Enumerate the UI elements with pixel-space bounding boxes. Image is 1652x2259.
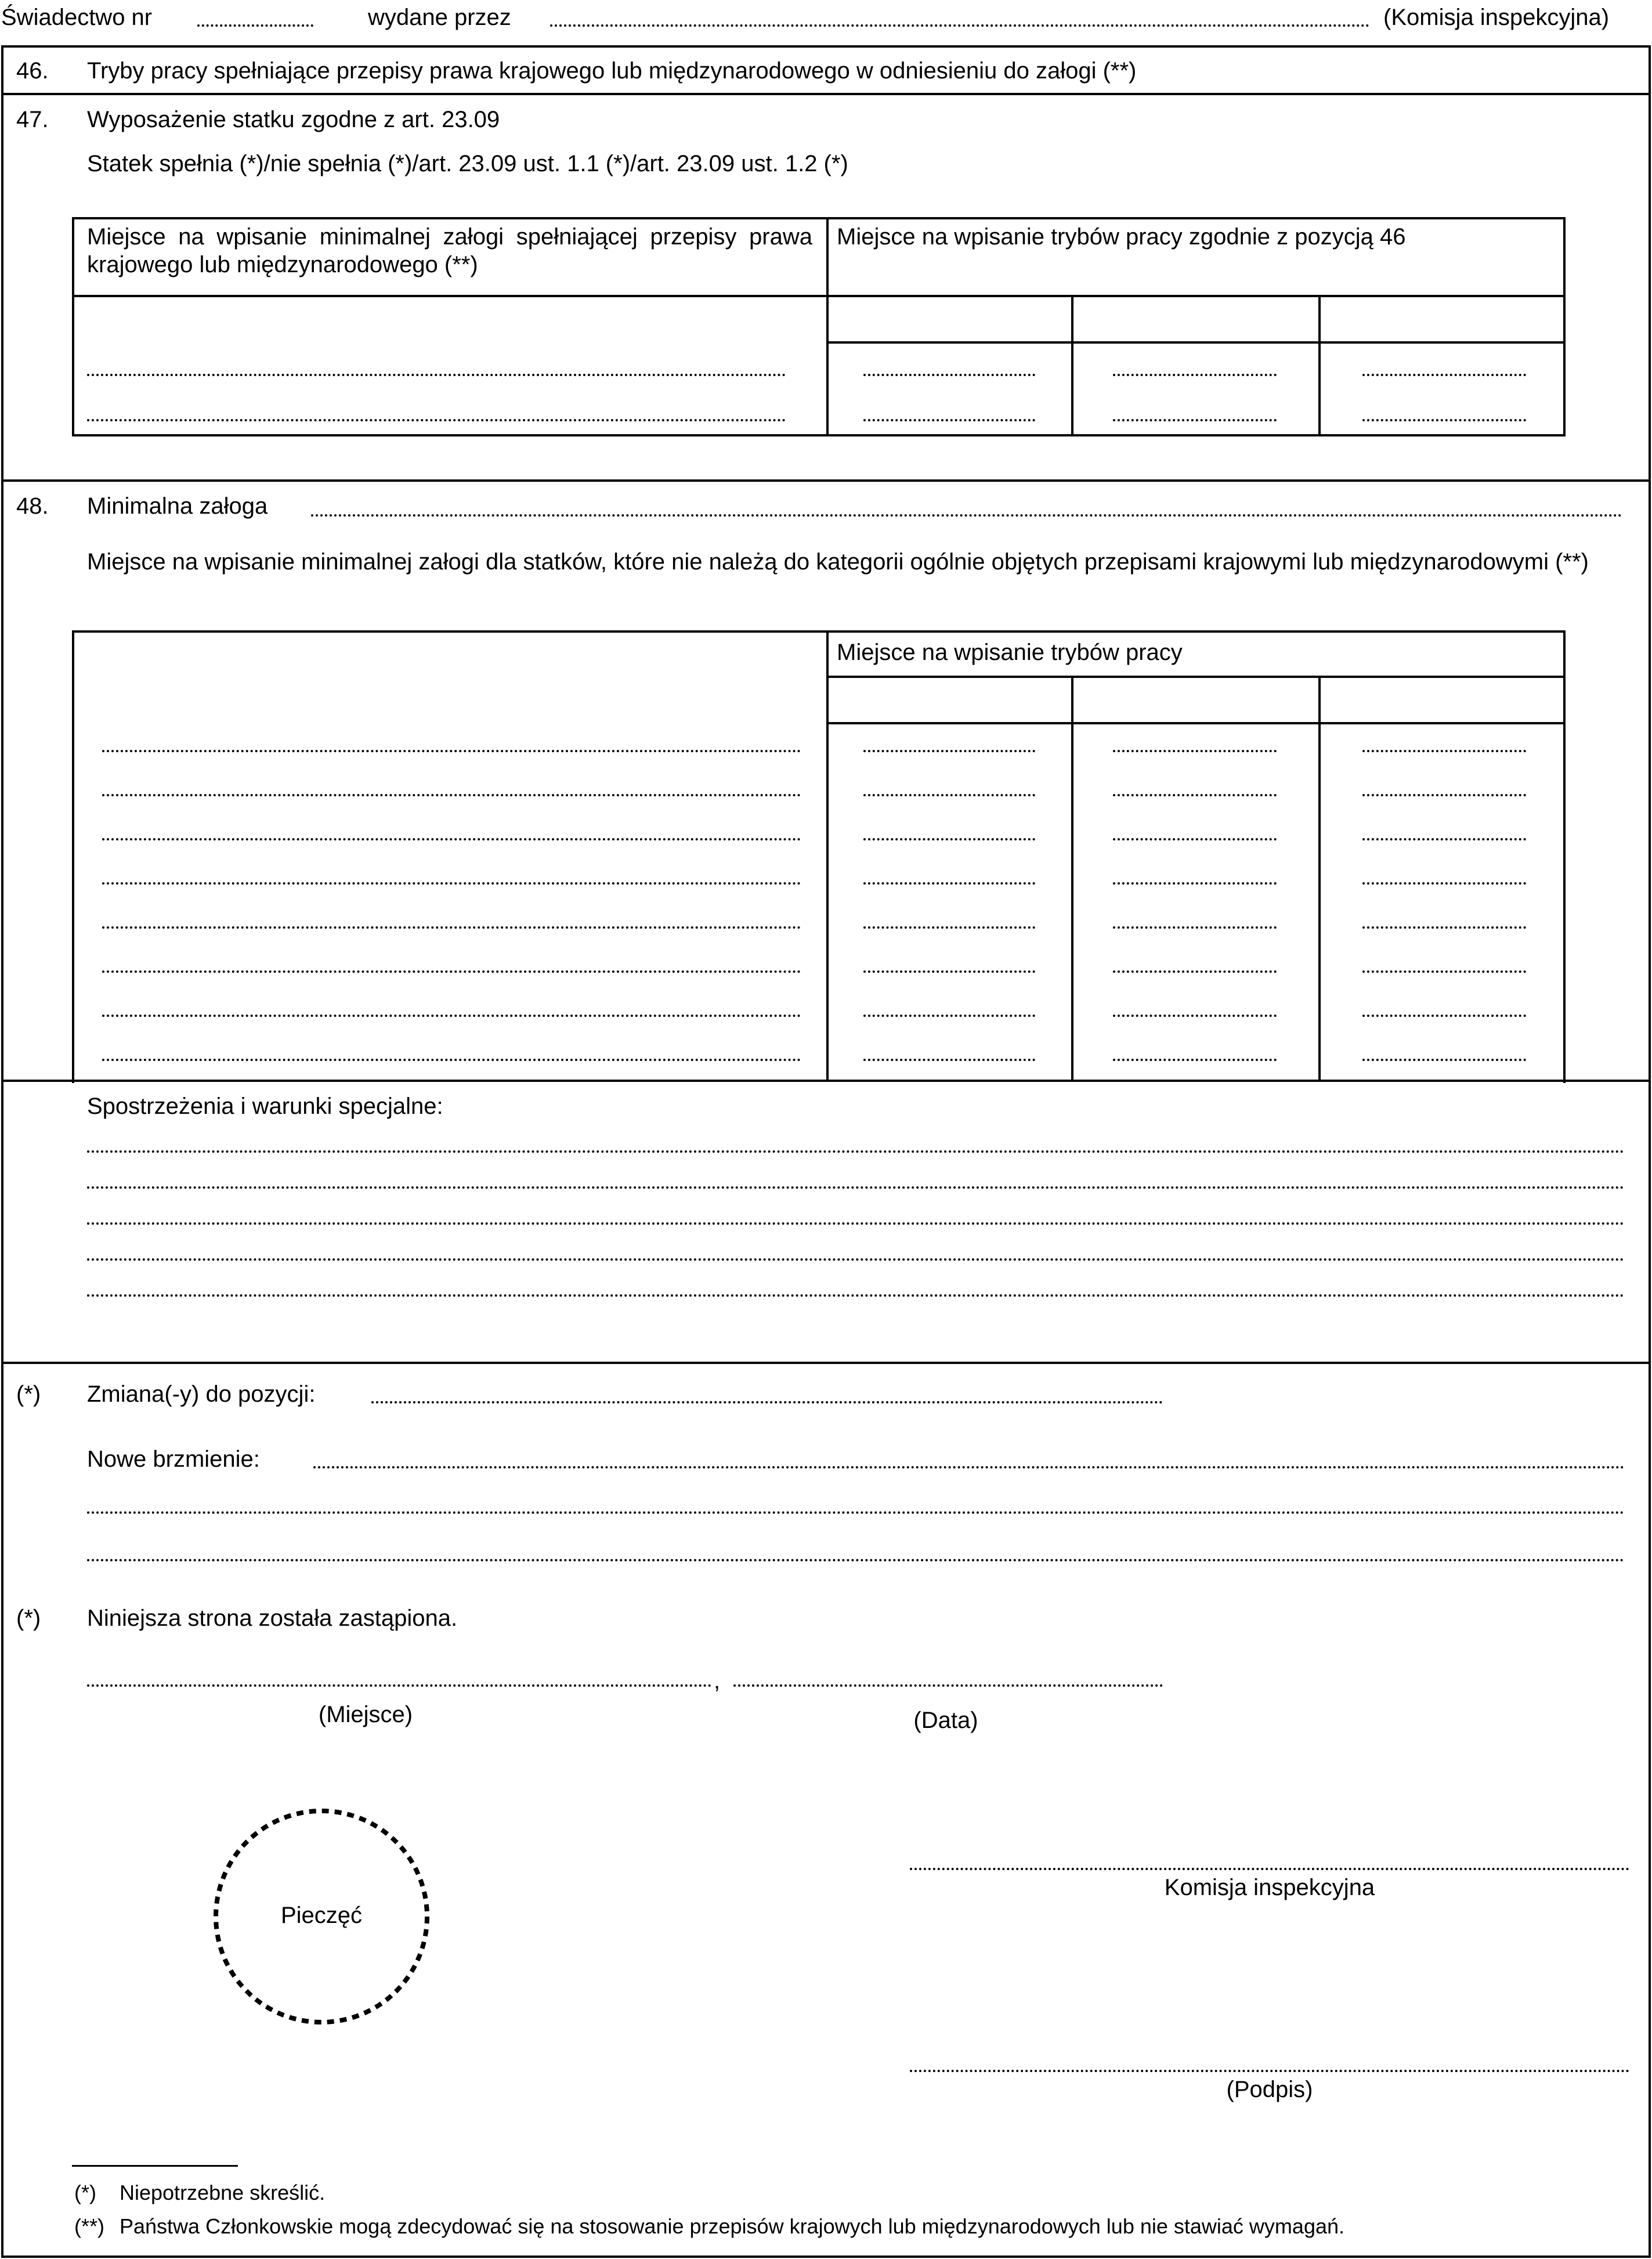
table-column-divider xyxy=(826,630,829,1081)
mode-entry-line[interactable] xyxy=(1362,882,1526,885)
section-48-number: 48. xyxy=(16,493,49,519)
section-46-number: 46. xyxy=(16,58,49,84)
mode-entry-line[interactable] xyxy=(1362,419,1526,421)
commission-label: (Komisja inspekcyjna) xyxy=(1383,5,1610,30)
section-47-number: 47. xyxy=(16,107,49,132)
divider xyxy=(1,479,1651,482)
crew-entry-line[interactable] xyxy=(102,838,801,840)
place-field[interactable] xyxy=(87,1684,711,1687)
mode-entry-line[interactable] xyxy=(863,374,1035,376)
new-wording-field[interactable] xyxy=(313,1466,1625,1468)
divider xyxy=(1,1362,1651,1364)
remarks-line[interactable] xyxy=(87,1222,1625,1225)
mode-entry-line[interactable] xyxy=(863,970,1035,973)
mode-entry-line[interactable] xyxy=(1362,838,1526,840)
date-label: (Data) xyxy=(913,1708,978,1733)
mode-entry-line[interactable] xyxy=(1113,1015,1277,1017)
mode-entry-line[interactable] xyxy=(1113,882,1277,885)
replaced-text: Niniejsza strona została zastąpiona. xyxy=(87,1605,458,1631)
mode-entry-line[interactable] xyxy=(1113,419,1277,421)
date-field[interactable] xyxy=(733,1684,1163,1687)
issued-by-field[interactable] xyxy=(550,24,1369,27)
remarks-line[interactable] xyxy=(87,1294,1625,1297)
crew-entry-line[interactable] xyxy=(102,970,801,973)
new-wording-label: Nowe brzmienie: xyxy=(87,1446,260,1472)
table-subheader-divider xyxy=(826,341,1566,344)
mode-entry-line[interactable] xyxy=(1362,1015,1526,1017)
issued-by-label: wydane przez xyxy=(368,5,511,30)
commission-signature-label: Komisja inspekcyjna xyxy=(1164,1875,1375,1900)
remarks-line[interactable] xyxy=(87,1186,1625,1189)
table-column-divider xyxy=(1071,295,1073,436)
remarks-line[interactable] xyxy=(87,1150,1625,1153)
crew-entry-line[interactable] xyxy=(102,1015,801,1017)
crew-entry-line[interactable] xyxy=(87,374,786,376)
table-column-divider xyxy=(1071,676,1073,1081)
footnote-marker: (*) xyxy=(74,2181,96,2204)
work-modes-header: Miejsce na wpisanie trybów pracy xyxy=(837,640,1183,665)
table-column-divider xyxy=(826,217,829,436)
mode-entry-line[interactable] xyxy=(1362,926,1526,929)
mode-entry-line[interactable] xyxy=(863,419,1035,421)
mode-entry-line[interactable] xyxy=(1362,794,1526,796)
table-subheader-divider xyxy=(826,722,1566,724)
remarks-label: Spostrzeżenia i warunki specjalne: xyxy=(87,1094,443,1119)
mode-entry-line[interactable] xyxy=(1113,750,1277,752)
mode-entry-line[interactable] xyxy=(1362,374,1526,376)
mode-entry-line[interactable] xyxy=(1113,374,1277,376)
mode-entry-line[interactable] xyxy=(863,794,1035,796)
changes-field[interactable] xyxy=(371,1401,1163,1403)
footnote-marker: (**) xyxy=(74,2214,104,2238)
mode-entry-line[interactable] xyxy=(1113,970,1277,973)
place-date-comma: , xyxy=(714,1668,721,1694)
crew-entry-line[interactable] xyxy=(102,1059,801,1061)
mode-entry-line[interactable] xyxy=(1362,1059,1526,1061)
crew-entry-line[interactable] xyxy=(102,750,801,752)
table-header-divider xyxy=(826,676,1566,678)
table-header-divider xyxy=(72,295,1566,297)
changes-marker: (*) xyxy=(16,1381,41,1407)
signature-label: (Podpis) xyxy=(1226,2077,1313,2102)
new-wording-field[interactable] xyxy=(87,1511,1625,1514)
divider xyxy=(1,93,1651,95)
place-label: (Miejsce) xyxy=(318,1702,413,1727)
mode-entry-line[interactable] xyxy=(1362,970,1526,973)
mode-entry-line[interactable] xyxy=(863,838,1035,840)
section-47-statement: Statek spełnia (*)/nie spełnia (*)/art. 23.09 ust. 1.1 (*)/art. 23.09 ust. 1.2 (*) xyxy=(87,151,848,176)
crew-entry-line[interactable] xyxy=(87,419,786,421)
new-wording-field[interactable] xyxy=(87,1559,1625,1561)
crew-entry-line[interactable] xyxy=(102,882,801,885)
remarks-line[interactable] xyxy=(87,1258,1625,1261)
mode-entry-line[interactable] xyxy=(1113,926,1277,929)
minimum-crew-field[interactable] xyxy=(311,514,1622,517)
crew-entry-line[interactable] xyxy=(102,794,801,796)
mode-entry-line[interactable] xyxy=(863,926,1035,929)
section-47-title: Wyposażenie statku zgodne z art. 23.09 xyxy=(87,107,500,132)
mode-entry-line[interactable] xyxy=(1113,838,1277,840)
section-46-text: Tryby pracy spełniające przepisy prawa krajowego lub międzynarodowego w odniesieniu do załogi (**) xyxy=(87,58,1137,84)
footnote-text: Państwa Członkowskie mogą zdecydować się na stosowanie przepisów krajowych lub międzynarodowych lub nie stawiać wymagań. xyxy=(120,2214,1345,2238)
signature-field[interactable] xyxy=(910,2070,1629,2072)
mode-entry-line[interactable] xyxy=(863,882,1035,885)
commission-field[interactable] xyxy=(910,1868,1629,1870)
footnote-separator xyxy=(72,2165,238,2167)
mode-entry-line[interactable] xyxy=(1362,750,1526,752)
minimum-crew-label: Minimalna załoga xyxy=(87,493,268,519)
stamp-label: Pieczęć xyxy=(280,1903,363,1928)
footnote-text: Niepotrzebne skreślić. xyxy=(120,2181,326,2204)
mode-entry-line[interactable] xyxy=(863,1015,1035,1017)
certificate-number-field[interactable] xyxy=(197,24,313,27)
mode-entry-line[interactable] xyxy=(863,750,1035,752)
replaced-marker: (*) xyxy=(16,1605,41,1631)
table-column-divider xyxy=(1318,295,1321,436)
mode-entry-line[interactable] xyxy=(863,1059,1035,1061)
crew-column-header: Miejsce na wpisanie minimalnej załogi spełniającej przepisy prawa krajowego lub międzynarodowego (**) xyxy=(87,224,812,277)
mode-entry-line[interactable] xyxy=(1113,794,1277,796)
certificate-number-label: Świadectwo nr xyxy=(1,5,153,30)
mode-entry-line[interactable] xyxy=(1113,1059,1277,1061)
section-48-description: Miejsce na wpisanie minimalnej załogi dla statków, które nie należą do kategorii ogólnie objętych przepisami krajowymi lub międzynarodowymi (**) xyxy=(87,549,1589,575)
changes-label: Zmiana(-y) do pozycji: xyxy=(87,1381,316,1407)
table-column-divider xyxy=(1318,676,1321,1081)
crew-entry-line[interactable] xyxy=(102,926,801,929)
modes-column-header: Miejsce na wpisanie trybów pracy zgodnie z pozycją 46 xyxy=(837,224,1406,250)
